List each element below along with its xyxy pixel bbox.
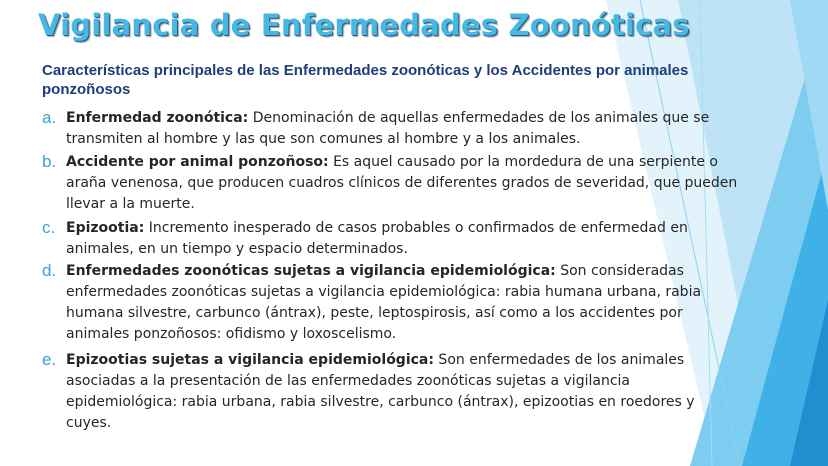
term-label: Epizootia:	[66, 220, 145, 236]
list-item	[42, 108, 742, 150]
definition-text: Es aquel causado por la mordedura de una serpiente o araña venenosa, que producen cuadros clínicos de diferentes grados de severidad, que pueden llevar a la muerte.	[66, 154, 738, 212]
definition-text: Denominación de aquellas enfermedades de los animales que se transmiten al hombre y las que son comunes al hombre y a los animales.	[66, 110, 710, 147]
definition-text: Incremento inesperado de casos probables o confirmados de enfermedad en animales, en un tiempo y espacio determinados.	[66, 220, 688, 257]
list-marker: e.	[42, 350, 57, 369]
definition-text: Son consideradas enfermedades zoonóticas sujetas a vigilancia epidemiológica: rabia humana urbana, rabia humana silvestre, carbunco (ántrax), peste, leptospirosis, así como a los accidentes por animales ponzoñosos: ofidismo y loxoscelismo.	[66, 263, 702, 342]
list-item	[42, 218, 742, 260]
term-label: Enfermedades zoonóticas sujetas a vigilancia epidemiológica:	[66, 263, 556, 279]
term-label: Epizootias sujetas a vigilancia epidemiológica:	[66, 352, 434, 368]
definitions-list	[42, 108, 742, 434]
list-marker: d.	[42, 261, 57, 280]
list-item	[42, 350, 742, 434]
definition-text: Son enfermedades de los animales asociadas a la presentación de las enfermedades zoonóticas sujetas a vigilancia epidemiológica: rabia urbana, rabia silvestre, carbunco (ántrax), epizootias en roedores y cuyes.	[66, 352, 695, 431]
term-label: Enfermedad zoonótica:	[66, 110, 249, 126]
list-marker: c.	[42, 218, 56, 237]
slide-subtitle: Características principales de las Enfermedades zoonóticas y los Accidentes por animales ponzoñosos	[42, 62, 689, 98]
list-item	[42, 261, 742, 345]
list-item	[42, 152, 742, 215]
list-marker: a.	[42, 108, 57, 127]
term-label: Accidente por animal ponzoñoso:	[66, 154, 329, 170]
page-title: Vigilancia de Enfermedades Zoonóticas	[38, 8, 690, 42]
list-marker: b.	[42, 152, 57, 171]
